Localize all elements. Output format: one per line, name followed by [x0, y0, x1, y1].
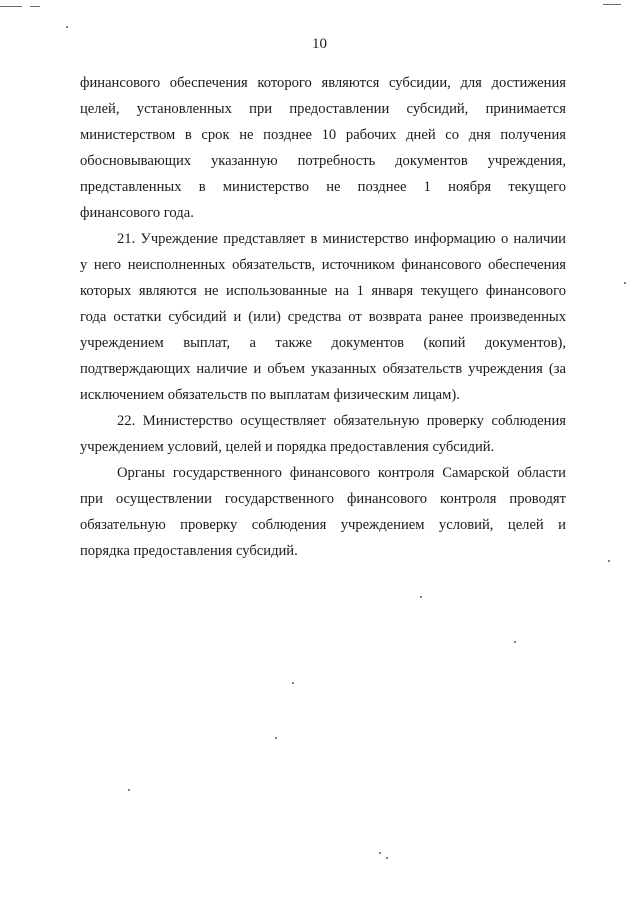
- text-line: учреждением условий, целей и порядка предоставления субсидий.: [80, 439, 495, 455]
- scan-edge-mark: [603, 4, 621, 5]
- paragraph-21: [80, 226, 566, 408]
- scan-speck: [386, 857, 388, 859]
- page-number: 10: [312, 36, 327, 52]
- text-line: министерством в срок не позднее 10 рабочих дней со дня получения: [80, 127, 566, 143]
- scan-speck: [128, 789, 130, 791]
- text-line: финансового обеспечения которого являются субсидии, для достижения: [80, 75, 566, 91]
- text-line: учреждением выплат, а также документов (копий документов),: [80, 335, 566, 351]
- text-line: при осуществлении государственного финансового контроля проводят: [80, 491, 566, 507]
- text-line: обязательную проверку соблюдения учреждением условий, целей и: [80, 517, 566, 533]
- text-line: финансового года.: [80, 205, 194, 221]
- text-line: 21. Учреждение представляет в министерство информацию о наличии: [117, 231, 566, 247]
- scan-edge-mark: [30, 6, 40, 7]
- paragraph-continuation: [80, 70, 566, 226]
- text-line: у него неисполненных обязательств, источником финансового обеспечения: [80, 257, 566, 273]
- scan-speck: [608, 560, 610, 562]
- text-line: обосновывающих указанную потребность документов учреждения,: [80, 153, 566, 169]
- scan-speck: [275, 737, 277, 739]
- scan-speck: [292, 682, 294, 684]
- scan-speck: [379, 852, 381, 854]
- text-line: которых являются не использованные на 1 января текущего финансового: [80, 283, 566, 299]
- text-line: года остатки субсидий и (или) средства от возврата ранее произведенных: [80, 309, 566, 325]
- document-body: [80, 70, 566, 564]
- scan-speck: [514, 641, 516, 643]
- text-line: Органы государственного финансового контроля Самарской области: [117, 465, 566, 481]
- paragraph-22: [80, 408, 566, 460]
- text-line: 22. Министерство осуществляет обязательную проверку соблюдения: [117, 413, 566, 429]
- scan-speck: [66, 26, 68, 28]
- scan-speck: [420, 596, 422, 598]
- text-line: целей, установленных при предоставлении субсидий, принимается: [80, 101, 566, 117]
- paragraph-control-bodies: [80, 460, 566, 564]
- text-line: подтверждающих наличие и объем указанных обязательств учреждения (за: [80, 361, 566, 377]
- scan-edge-mark: [0, 6, 22, 7]
- scan-speck: [624, 282, 626, 284]
- text-line: порядка предоставления субсидий.: [80, 543, 298, 559]
- text-line: исключением обязательств по выплатам физическим лицам).: [80, 387, 460, 403]
- text-line: представленных в министерство не позднее 1 ноября текущего: [80, 179, 566, 195]
